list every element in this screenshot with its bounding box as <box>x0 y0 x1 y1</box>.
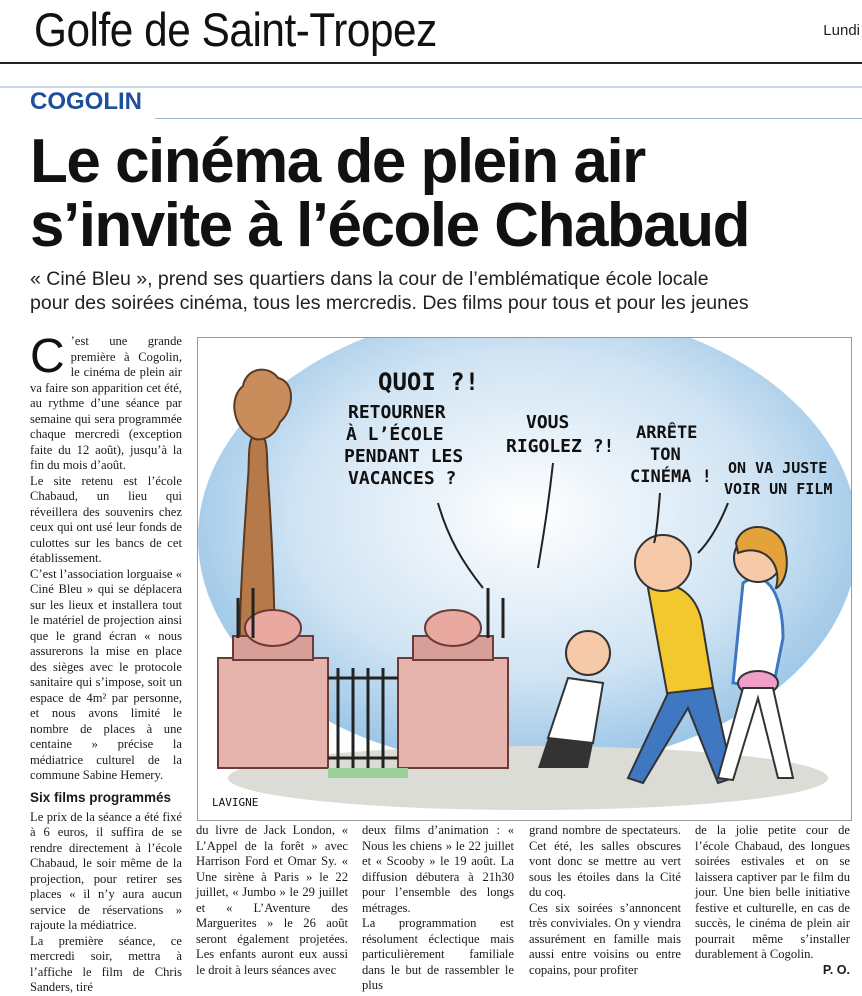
cartoon-illustration <box>197 337 852 821</box>
issue-day: Lundi <box>823 22 860 39</box>
cartoon-speech-on-va: ON VA JUSTE <box>728 459 828 477</box>
cartoon-speech-pendant: PENDANT LES <box>344 446 464 467</box>
paragraph-animation: deux films d’animation : « Nous les chiens » le 22 juillet et « Scooby » le 19 août. La diffusion débutera à 21h30 pour l’ensemble des longs métrages. <box>362 823 514 915</box>
byline-container <box>695 963 850 979</box>
cartoon-speech-rigolez: RIGOLEZ ?! <box>506 436 615 457</box>
cartoon-speech-arrete: ARRÊTE <box>636 423 698 443</box>
paragraph-intro: ’est une grande première à Cogolin, le cinéma de plein air va faire son apparition cet été, au rythme d’une séance par semaine qui sera programmée chaque mercredi (exception faite du 12 août), jusqu’à la fin du mois d’août. <box>30 334 182 472</box>
standfirst-line-1: « Ciné Bleu », prend ses quartiers dans la cour de l’emblématique école locale <box>30 268 709 290</box>
cartoon-speech-vous: VOUS <box>526 412 570 433</box>
cartoon-drawing <box>198 338 851 820</box>
cartoon-speech-retourner: RETOURNER <box>348 402 446 423</box>
cartoon-speech-quoi: QUOI ?! <box>378 368 480 396</box>
section-title: Golfe de Saint-Tropez <box>34 3 437 56</box>
drop-cap: C <box>30 330 65 383</box>
rubric-label: COGOLIN <box>30 88 142 115</box>
subheading: Six films programmés <box>30 789 172 805</box>
headline <box>30 127 862 260</box>
article-column-3 <box>362 823 514 994</box>
article-column-5 <box>695 823 850 978</box>
paragraph-programming: La programmation est résolument éclectique mais particulièrement familiale dans le but de rassembler le plus <box>362 916 514 992</box>
byline: P. O. <box>822 962 850 977</box>
cartoon-speech-vacances: VACANCES ? <box>348 468 457 489</box>
standfirst <box>30 267 862 315</box>
paragraph-spectators: grand nombre de spectateurs. Cet été, les salles obscures vont donc se mettre au vert sous les étoiles dans la Cité du coq. <box>529 823 681 899</box>
article-column-4 <box>529 823 681 978</box>
paragraph-association: C’est l’association lorguaise « Ciné Bleu » qui se déplacera sur les lieux et installera tout le matériel de projection ainsi que le grand écran « nous assurerons la mise en place des sièges avec le protocole sanitaire qui s’impose, soit un espace de 4m² par personne, et nous avons limité le nombre de places à une centaine » précise la médiatrice culturel de la commune Sabine Hemery. <box>30 566 182 782</box>
paragraph-soirees: Ces six soirées s’annoncent très conviviales. On y viendra assurément en famille mais aussi entre voisins ou entre copains, pour profiter <box>529 900 681 977</box>
paragraph-first-screening: La première séance, ce mercredi soir, mettra à l’affiche le film de Chris Sanders, tiré <box>30 933 182 994</box>
article-column-2 <box>196 823 348 978</box>
masthead <box>0 0 862 64</box>
headline-line-2: s’invite à l’école Chabaud <box>30 191 750 260</box>
paragraph-price: Le prix de la séance a été fixé à 6 euros, il suffira de se rendre directement à l’école Chabaud, le soir même de la projection, pour retirer ses places « il n’y aura aucun service de réservations » rajoute la médiatrice. <box>30 809 182 932</box>
headline-line-1: Le cinéma de plein air <box>30 127 645 196</box>
cartoonist-signature: LAVIGNE <box>212 796 259 809</box>
article-column-1 <box>30 330 182 996</box>
cartoon-speech-ecole: À L’ÉCOLE <box>346 424 444 445</box>
paragraph-site: Le site retenu est l’école Chabaud, un lieu qui réveillera des souvenirs chez ceux qui ont usé leur fonds de culottes sur les bancs de cet établissement. <box>30 473 182 565</box>
paragraph-conclusion: de la jolie petite cour de l’école Chabaud, des longues soirées estivales et on se laissera captiver par le film du jour. Une bien belle initiative festive et culturelle, en cas de succès, le cinéma de plein air pourrait même s’installer durablement à Cogolin. <box>695 823 850 961</box>
cartoon-speech-voir: VOIR UN FILM <box>724 480 833 498</box>
cartoon-speech-cinema: CINÉMA ! <box>630 467 712 487</box>
cartoon-speech-ton: TON <box>650 445 681 465</box>
standfirst-line-2: pour des soirées cinéma, tous les mercredis. Des films pour tous et pour les jeunes <box>30 292 749 314</box>
paragraph-films: du livre de Jack London, « L’Appel de la forêt » avec Harrison Ford et Omar Sy. « Une sirène à Paris » le 22 juillet, « Jumbo » le 29 juillet et « L’Aventure des Marguerites » le 26 août seront également projetées. Les enfants auront eux aussi le droit à leurs séances avec <box>196 823 348 977</box>
rubric-divider <box>155 118 862 119</box>
